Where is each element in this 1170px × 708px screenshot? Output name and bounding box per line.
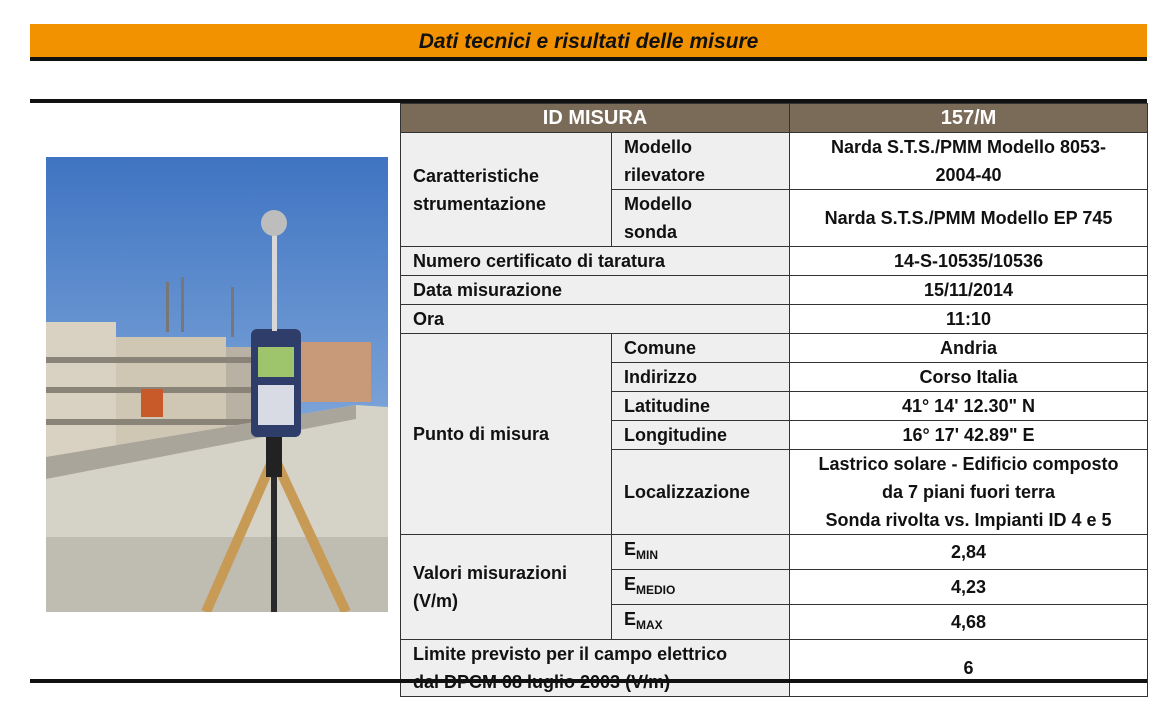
rilevatore-label: Modello rilevatore — [612, 133, 790, 190]
strumentazione-label: Caratteristiche strumentazione — [401, 133, 612, 247]
emin-label: $E_{MIN}$ — [612, 535, 790, 570]
emax-value: 4,68 — [790, 605, 1148, 640]
certificato-label: Numero certificato di taratura — [401, 247, 790, 276]
emedio-value: 4,23 — [790, 570, 1148, 605]
table-header-row — [401, 104, 1148, 133]
punto-label: Punto di misura — [401, 334, 612, 535]
data-value: 15/11/2014 — [790, 276, 1148, 305]
sonda-label: Modello sonda — [612, 190, 790, 247]
ora-label: Ora — [401, 305, 790, 334]
comune-label: Comune — [612, 334, 790, 363]
title-bar — [30, 24, 1147, 61]
table-row — [401, 640, 1148, 697]
indirizzo-label: Indirizzo — [612, 363, 790, 392]
emax-label: $E_{MAX}$ — [612, 605, 790, 640]
latitudine-value: 41° 14' 12.30" N — [790, 392, 1148, 421]
id-misura-label: ID MISURA — [401, 104, 790, 133]
valori-label: Valori misurazioni (V/m) — [401, 535, 612, 640]
rilevatore-value: Narda S.T.S./PMM Modello 8053- 2004-40 — [790, 133, 1148, 190]
certificato-value: 14-S-10535/10536 — [790, 247, 1148, 276]
latitudine-label: Latitudine — [612, 392, 790, 421]
data-label: Data misurazione — [401, 276, 790, 305]
measurement-probe-photo-icon — [46, 157, 388, 612]
emin-value: 2,84 — [790, 535, 1148, 570]
longitudine-label: Longitudine — [612, 421, 790, 450]
table-row — [401, 535, 1148, 570]
emedio-label: $E_{MEDIO}$ — [612, 570, 790, 605]
localizzazione-value: Lastrico solare - Edificio composto da 7 piani fuori terra Sonda rivolta vs. Impianti ID 4 e 5 — [790, 450, 1148, 535]
limite-value: 6 — [790, 640, 1148, 697]
table-row — [401, 276, 1148, 305]
measurement-table — [400, 103, 1148, 697]
limite-label: Limite previsto per il campo elettrico — [401, 640, 790, 697]
table-row — [401, 247, 1148, 276]
localizzazione-label: Localizzazione — [612, 450, 790, 535]
table-row — [401, 305, 1148, 334]
table-row — [401, 334, 1148, 363]
ora-value: 11:10 — [790, 305, 1148, 334]
indirizzo-value: Corso Italia — [790, 363, 1148, 392]
page-title: Dati tecnici e risultati delle misure — [418, 30, 759, 53]
sonda-value: Narda S.T.S./PMM Modello EP 745 — [790, 190, 1148, 247]
longitudine-value: 16° 17' 42.89" E — [790, 421, 1148, 450]
table-row — [401, 133, 1148, 190]
bottom-divider — [30, 679, 1147, 683]
id-misura-value: 157/M — [790, 104, 1148, 133]
comune-value: Andria — [790, 334, 1148, 363]
